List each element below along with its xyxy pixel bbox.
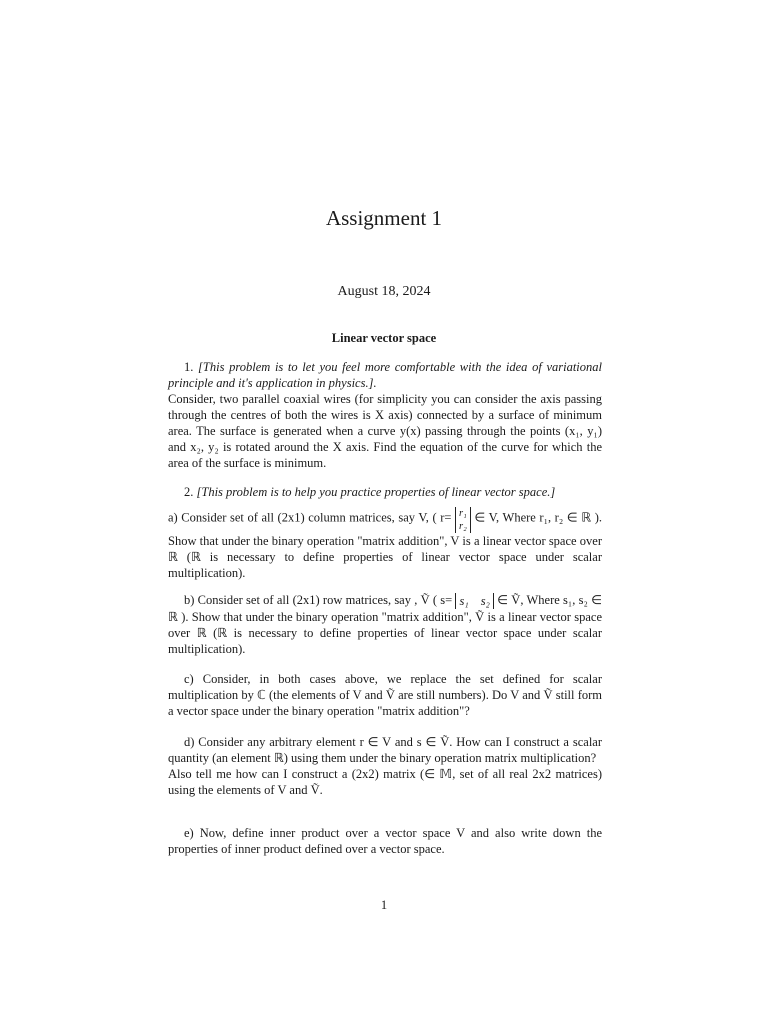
column-matrix-r — [455, 504, 471, 533]
problem-2 — [168, 484, 602, 500]
document-title: Assignment 1 — [325, 206, 443, 230]
problem-2a — [168, 504, 602, 581]
problem-1-number: 1. — [184, 360, 194, 374]
problem-1 — [168, 359, 602, 471]
problem-2d-text-1: d) Consider any arbitrary element r ∈ V and s ∈ Ṽ. How can I construct a scalar quantity (an element ℝ) using them under the binary operation matrix multiplication? — [168, 735, 602, 765]
problem-2d-text-2: Also tell me how can I construct a (2x2) matrix (∈ 𝕄, set of all real 2x2 matrices) using the elements of V and Ṽ. — [168, 767, 602, 797]
problem-2-intro: [This problem is to help you practice properties of linear vector space.] — [196, 485, 556, 499]
problem-1-intro: [This problem is to let you feel more comfortable with the idea of variational principle and it's application in physics.]. — [168, 360, 603, 390]
matrix-entry-s1: s₁ — [459, 594, 469, 609]
problem-2c — [168, 671, 602, 719]
problem-2a-text-post: ∈ V, Where r₁, r₂ ∈ ℝ ). Show that under the binary operation "matrix addition", V is a linear vector space over ℝ (ℝ is necessary to define properties of linear vector space under scalar multiplication). — [168, 510, 603, 580]
problem-2d — [168, 734, 602, 798]
problem-2b-text-post: ∈ Ṽ, Where s₁, s₂ ∈ ℝ ). Show that under the binary operation "matrix addition", Ṽ is a linear vector space over ℝ (ℝ is necessary to define properties of linear vector space under scalar multiplication). — [168, 593, 602, 657]
matrix-entry-r1: r₁ — [459, 508, 467, 519]
problem-2-number: 2. — [184, 485, 194, 499]
problem-1-body: Consider, two parallel coaxial wires (for simplicity you can consider the axis passing through the centres of both the wires is X axis) connected by a surface of minimum area. The surface is generated when a curve y(x) passing through the points (x₁, y₁) and x₂, y₂ is rotated around the X axis. Find the equation of the curve for which the area of the surface is minimum. — [168, 392, 602, 470]
matrix-entry-s2: s₂ — [480, 594, 490, 609]
page-number: 1 — [380, 898, 388, 912]
section-heading: Linear vector space — [331, 331, 437, 345]
matrix-entry-r2: r₂ — [459, 521, 467, 532]
problem-2e — [168, 825, 602, 857]
document-date: August 18, 2024 — [337, 284, 431, 299]
row-matrix-s — [455, 593, 493, 609]
problem-2b-text-pre: b) Consider set of all (2x1) row matrices, say , Ṽ ( s= — [184, 593, 453, 607]
problem-2c-text: c) Consider, in both cases above, we replace the set defined for scalar multiplication by ℂ (the elements of V and Ṽ are still numbers). Do V and Ṽ still form a vector space under the binary operation "matrix addition"? — [168, 672, 602, 718]
problem-2e-text: e) Now, define inner product over a vector space V and also write down the properties of inner product defined over a vector space. — [168, 826, 602, 856]
problem-2b — [168, 592, 602, 657]
problem-2a-text-pre: a) Consider set of all (2x1) column matrices, say V, ( r= — [168, 510, 452, 525]
